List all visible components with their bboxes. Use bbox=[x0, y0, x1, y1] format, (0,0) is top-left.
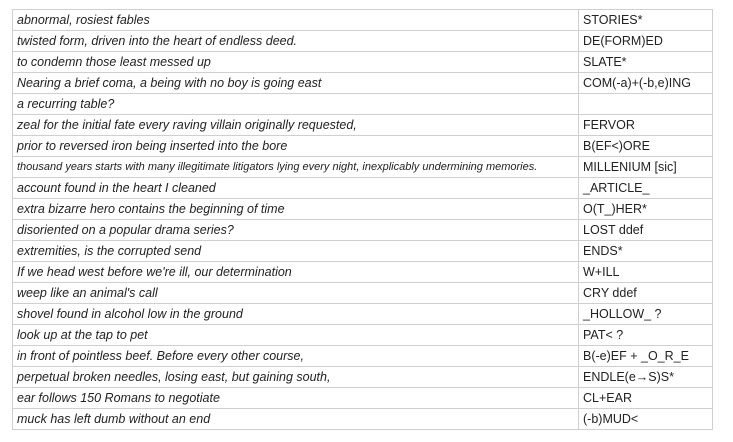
table-row bbox=[13, 115, 713, 136]
clue-cell[interactable]: extremities, is the corrupted send bbox=[13, 241, 579, 262]
answer-cell[interactable]: DE(FORM)ED bbox=[579, 31, 713, 52]
table-row bbox=[13, 409, 713, 430]
clue-cell[interactable]: a recurring table? bbox=[13, 94, 579, 115]
answer-cell[interactable]: ENDLE(e→S)S* bbox=[579, 367, 713, 388]
clue-cell[interactable]: zeal for the initial fate every raving villain originally requested, bbox=[13, 115, 579, 136]
table-row bbox=[13, 388, 713, 409]
answer-cell[interactable]: _ARTICLE_ bbox=[579, 178, 713, 199]
table-row bbox=[13, 178, 713, 199]
answer-cell[interactable]: B(EF<)ORE bbox=[579, 136, 713, 157]
table-row bbox=[13, 220, 713, 241]
clue-cell[interactable]: disoriented on a popular drama series? bbox=[13, 220, 579, 241]
clue-cell[interactable]: ear follows 150 Romans to negotiate bbox=[13, 388, 579, 409]
table-row bbox=[13, 52, 713, 73]
table-row bbox=[13, 241, 713, 262]
clue-cell[interactable]: look up at the tap to pet bbox=[13, 325, 579, 346]
clue-cell[interactable]: thousand years starts with many illegitimate litigators lying every night, inexplicably undermining memories. bbox=[13, 157, 579, 178]
table-row bbox=[13, 262, 713, 283]
answer-cell[interactable]: B(-e)EF + _O_R_E bbox=[579, 346, 713, 367]
table-row bbox=[13, 304, 713, 325]
clue-cell[interactable]: Nearing a brief coma, a being with no boy is going east bbox=[13, 73, 579, 94]
table-row bbox=[13, 325, 713, 346]
table-row bbox=[13, 199, 713, 220]
answer-cell[interactable]: W+ILL bbox=[579, 262, 713, 283]
clue-cell[interactable]: twisted form, driven into the heart of endless deed. bbox=[13, 31, 579, 52]
clue-cell[interactable]: in front of pointless beef. Before every other course, bbox=[13, 346, 579, 367]
answer-cell[interactable]: _HOLLOW_ ? bbox=[579, 304, 713, 325]
answer-cell[interactable]: PAT< ? bbox=[579, 325, 713, 346]
answer-cell[interactable]: CL+EAR bbox=[579, 388, 713, 409]
answer-cell[interactable]: STORIES* bbox=[579, 10, 713, 31]
table-body bbox=[13, 10, 713, 430]
clue-cell[interactable]: prior to reversed iron being inserted into the bore bbox=[13, 136, 579, 157]
spreadsheet-table bbox=[12, 9, 713, 430]
clue-cell[interactable]: account found in the heart I cleaned bbox=[13, 178, 579, 199]
answer-cell[interactable]: O(T_)HER* bbox=[579, 199, 713, 220]
clue-cell[interactable]: to condemn those least messed up bbox=[13, 52, 579, 73]
answer-cell[interactable]: ENDS* bbox=[579, 241, 713, 262]
table-row bbox=[13, 73, 713, 94]
answer-cell[interactable]: MILLENIUM [sic] bbox=[579, 157, 713, 178]
table-row bbox=[13, 283, 713, 304]
answer-cell[interactable]: COM(-a)+(-b,e)ING bbox=[579, 73, 713, 94]
clue-cell[interactable]: weep like an animal's call bbox=[13, 283, 579, 304]
answer-cell[interactable] bbox=[579, 94, 713, 115]
table-row bbox=[13, 10, 713, 31]
answer-cell[interactable]: (-b)MUD< bbox=[579, 409, 713, 430]
answer-cell[interactable]: CRY ddef bbox=[579, 283, 713, 304]
table-row bbox=[13, 94, 713, 115]
table-row bbox=[13, 136, 713, 157]
answer-cell[interactable]: SLATE* bbox=[579, 52, 713, 73]
answer-cell[interactable]: FERVOR bbox=[579, 115, 713, 136]
table-row bbox=[13, 367, 713, 388]
answer-cell[interactable]: LOST ddef bbox=[579, 220, 713, 241]
table-row bbox=[13, 157, 713, 178]
clue-cell[interactable]: If we head west before we're ill, our determination bbox=[13, 262, 579, 283]
clue-cell[interactable]: abnormal, rosiest fables bbox=[13, 10, 579, 31]
clue-cell[interactable]: perpetual broken needles, losing east, but gaining south, bbox=[13, 367, 579, 388]
clue-cell[interactable]: muck has left dumb without an end bbox=[13, 409, 579, 430]
table-row bbox=[13, 31, 713, 52]
clue-cell[interactable]: extra bizarre hero contains the beginning of time bbox=[13, 199, 579, 220]
table-row bbox=[13, 346, 713, 367]
clue-cell[interactable]: shovel found in alcohol low in the ground bbox=[13, 304, 579, 325]
